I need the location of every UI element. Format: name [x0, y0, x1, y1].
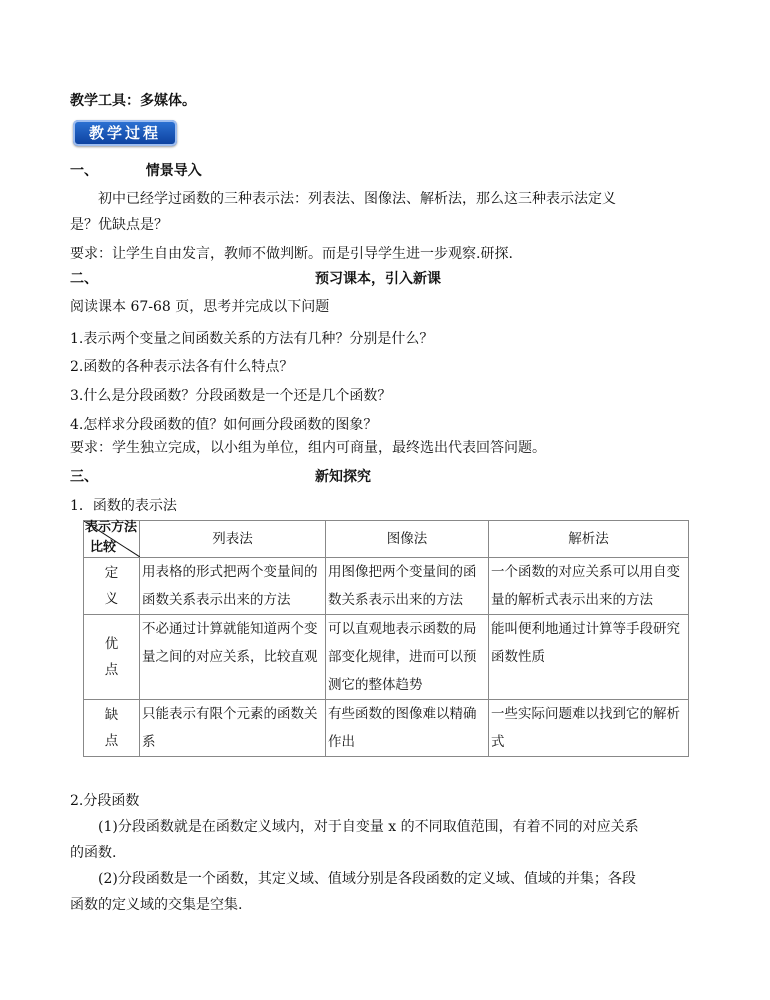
question-3: 3.什么是分段函数？分段函数是一个还是几个函数？: [70, 388, 392, 404]
section-2-number: 二、: [70, 271, 98, 287]
table-cell: 用表格的形式把两个变量间的函数关系表示出来的方法: [140, 558, 326, 615]
corner-bottom-label: 比较: [90, 540, 117, 555]
paragraph-2: (2)分段函数是一个函数，其定义域、值域分别是各段函数的定义域、值域的并集；各段: [98, 871, 636, 887]
header-graph-method: 图像法: [326, 521, 489, 558]
section-1-body: 初中已经学过函数的三种表示法：列表法、图像法、解析法，那么这三种表示法定义: [98, 191, 616, 207]
table-cell: 用图像把两个变量间的函数关系表示出来的方法: [326, 558, 489, 615]
banner-label: 教学过程: [88, 124, 161, 142]
section-1-title: 情景导入: [145, 163, 202, 179]
representation-comparison-table: [83, 520, 689, 757]
header-table-method: 列表法: [140, 521, 326, 558]
question-1: 1.表示两个变量之间函数关系的方法有几种？分别是什么？: [70, 331, 434, 347]
paragraph-1: (1)分段函数就是在函数定义域内，对于自变量 x 的不同取值范围，有着不同的对应关系: [98, 819, 639, 835]
section-1-number: 一、: [70, 163, 98, 179]
row-label-text: 定 义: [104, 565, 119, 607]
section-3-number: 三、: [70, 469, 98, 485]
header-analytic-method: 解析法: [489, 521, 689, 558]
table-cell: 可以直观地表示函数的局部变化规律，进而可以预测它的整体趋势: [326, 615, 489, 700]
row-label-definition: [84, 558, 140, 615]
corner-cell: [84, 521, 140, 558]
tools-line: 教学工具：多媒体。: [70, 93, 196, 109]
paragraph-1-cont: 的函数.: [70, 845, 117, 861]
table-cell: 能叫便利地通过计算等手段研究函数性质: [489, 615, 689, 700]
row-label-disadvantages: [84, 700, 140, 757]
subsection-1-title: 1．函数的表示法: [70, 498, 177, 514]
table-row: [84, 558, 689, 615]
question-4: 4.怎样求分段函数的值？如何画分段函数的图象？: [70, 417, 378, 433]
teaching-process-banner: [73, 120, 177, 146]
section-3-title: 新知探究: [315, 469, 371, 485]
section-1-requirement: 要求：让学生自由发言，教师不做判断。而是引导学生进一步观察.研探.: [70, 246, 513, 262]
table-cell: 有些函数的图像难以精确作出: [326, 700, 489, 757]
table-cell: 不必通过计算就能知道两个变量之间的对应关系，比较直观: [140, 615, 326, 700]
table-row: [84, 700, 689, 757]
subsection-2-title: 2.分段函数: [70, 793, 140, 809]
table-cell: 只能表示有限个元素的函数关系: [140, 700, 326, 757]
table-row: [84, 615, 689, 700]
corner-top-label: 表示方法: [84, 520, 137, 535]
row-label-text: 优 点: [104, 636, 119, 678]
section-2-intro: 阅读课本 67-68 页，思考并完成以下问题: [70, 299, 330, 315]
question-2: 2.函数的各种表示法各有什么特点？: [70, 359, 294, 375]
row-label-advantages: [84, 615, 140, 700]
section-1-body-cont: 是？优缺点是？: [70, 217, 168, 233]
row-label-text: 缺 点: [104, 707, 119, 749]
table-cell: 一个函数的对应关系可以用自变量的解析式表示出来的方法: [489, 558, 689, 615]
section-2-requirement: 要求：学生独立完成，以小组为单位，组内可商量，最终选出代表回答问题。: [70, 440, 546, 456]
section-2-title: 预习课本，引入新课: [315, 271, 441, 287]
table-header-row: [84, 521, 689, 558]
table-cell: 一些实际问题难以找到它的解析式: [489, 700, 689, 757]
paragraph-2-cont: 函数的定义域的交集是空集.: [70, 897, 243, 913]
section-1-heading: [70, 160, 202, 180]
